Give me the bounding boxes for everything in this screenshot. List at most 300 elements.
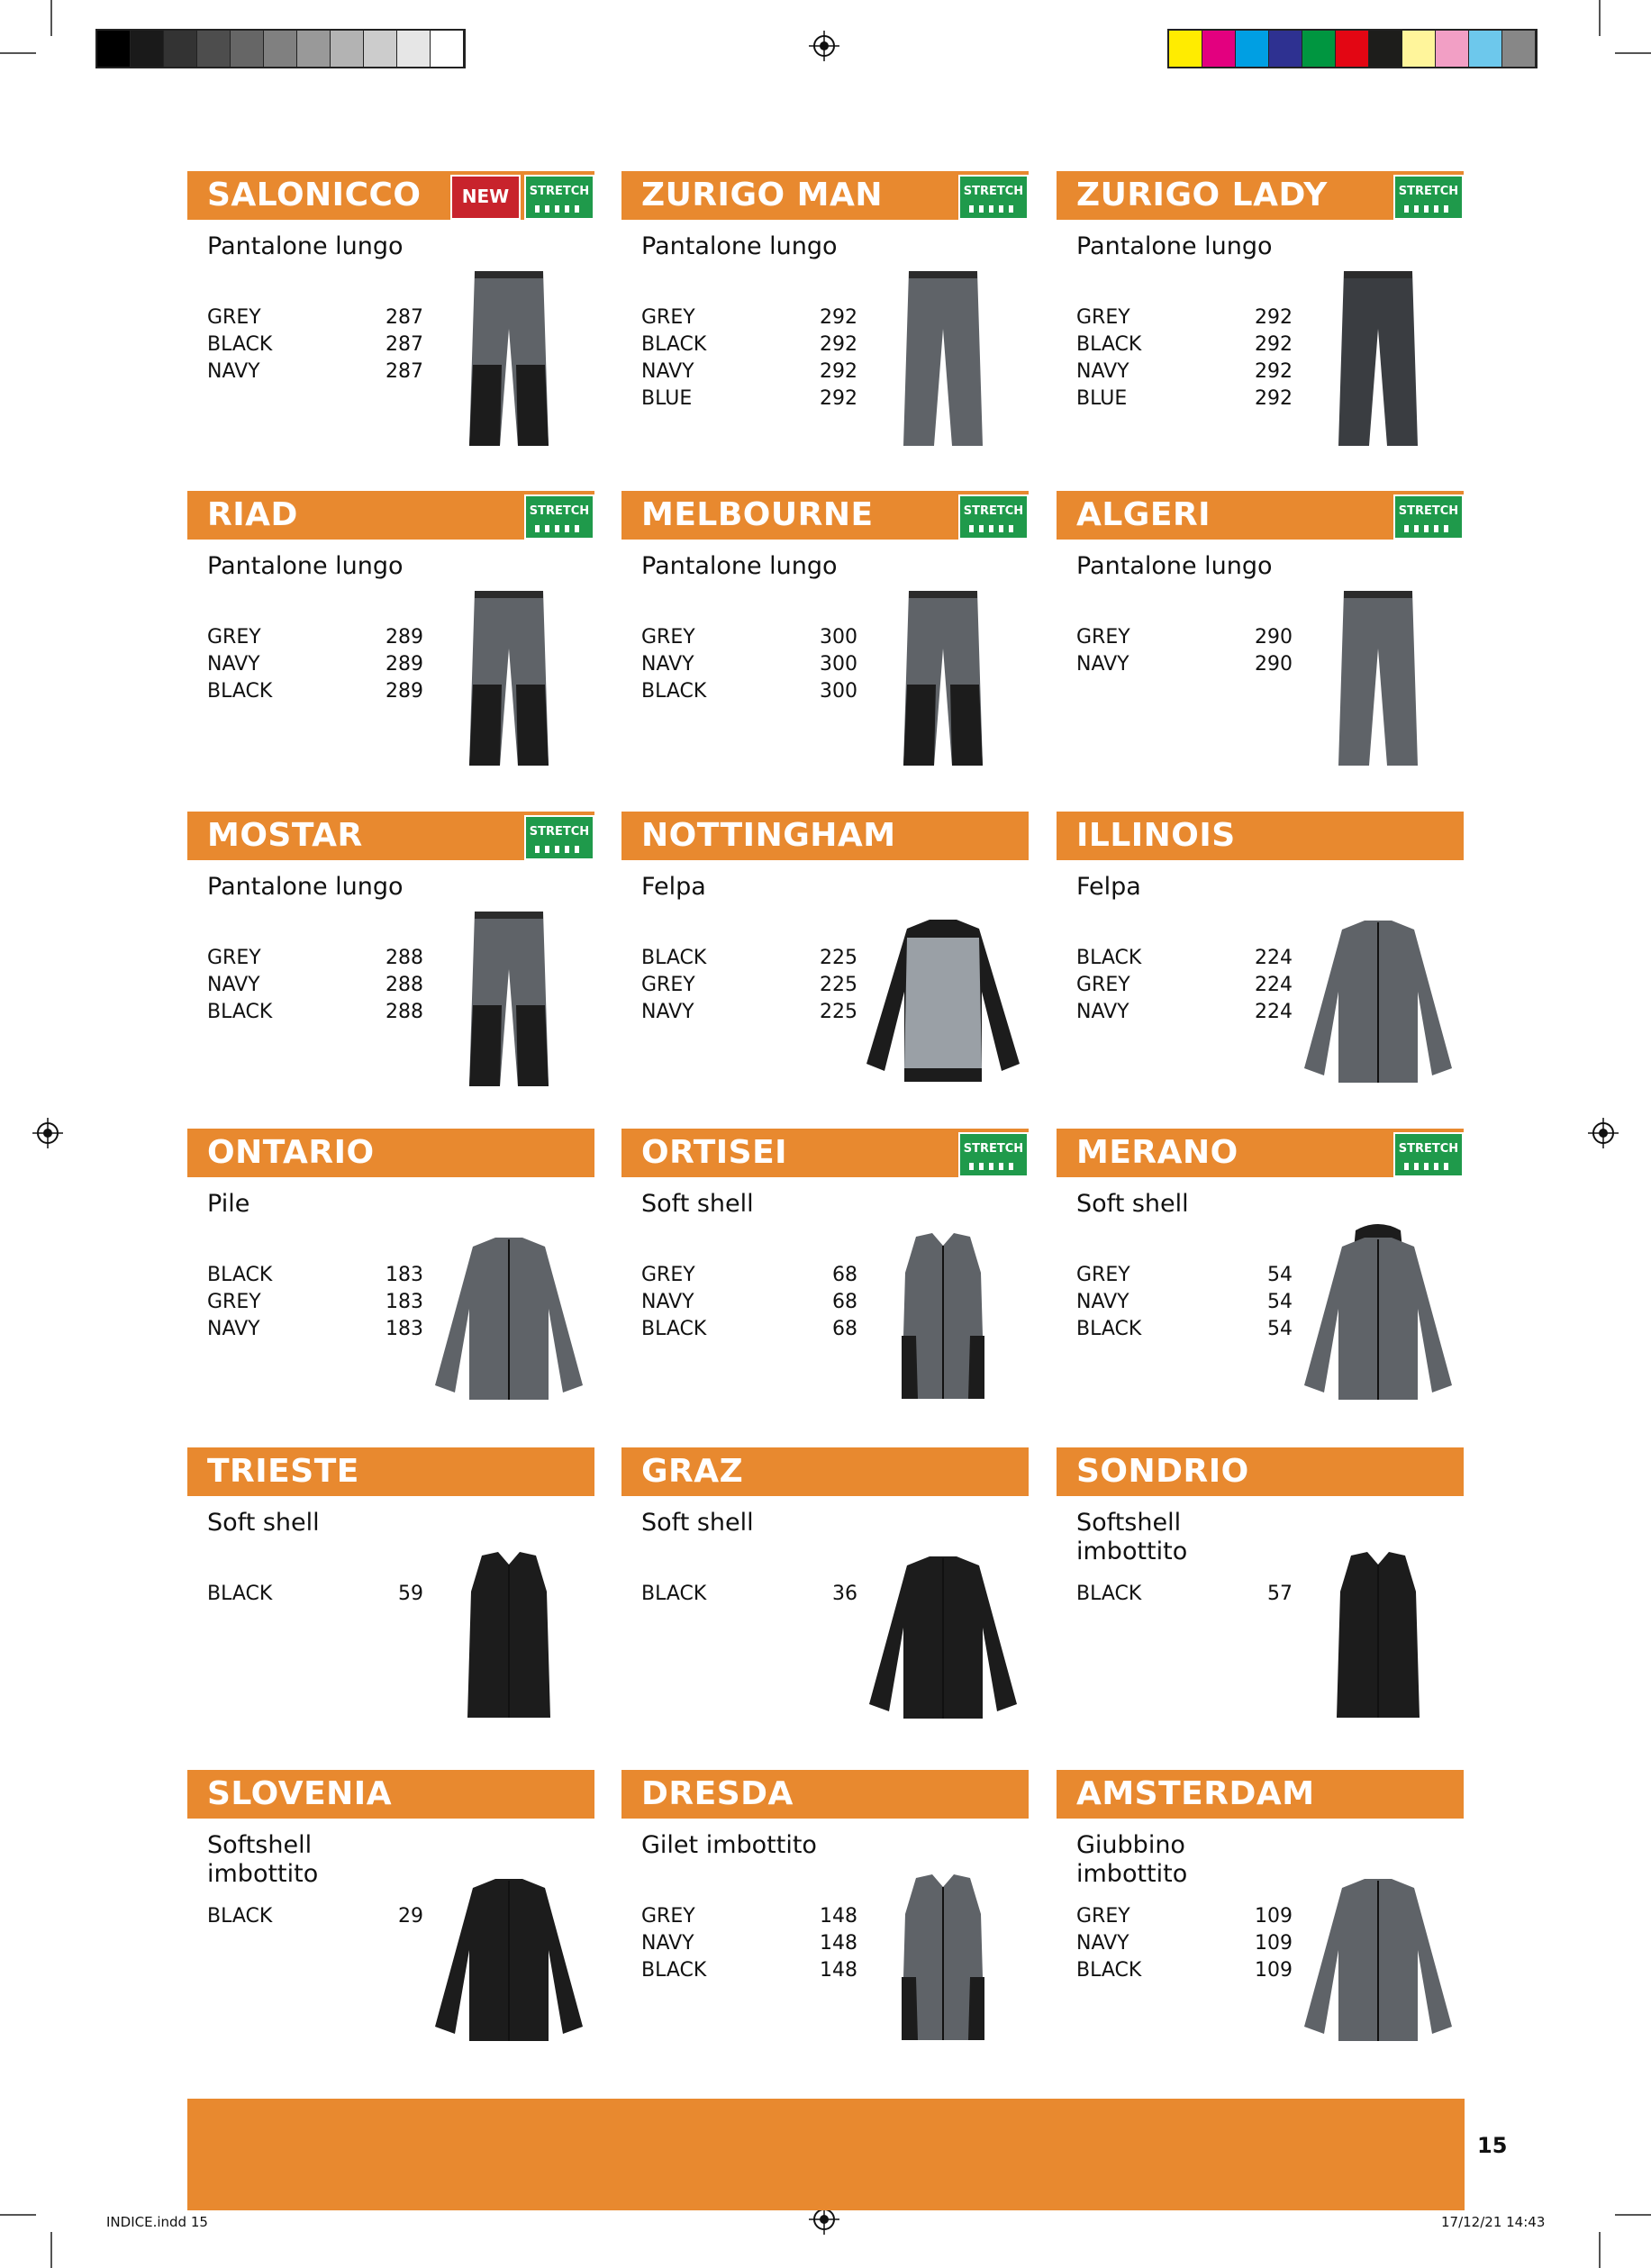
color-swatch xyxy=(297,31,331,67)
color-code: 29 xyxy=(398,1905,423,1928)
color-name: BLACK xyxy=(207,333,273,356)
footer-orange-bar xyxy=(187,2099,1465,2210)
product-type: Soft shell xyxy=(1076,1190,1189,1218)
color-row xyxy=(207,945,423,972)
color-code: 148 xyxy=(820,1905,857,1928)
color-row xyxy=(1076,304,1293,331)
color-code: 148 xyxy=(820,1959,857,1982)
color-row xyxy=(207,972,423,999)
color-name: NAVY xyxy=(207,974,260,996)
stretch-badge-label: STRETCH xyxy=(1398,1142,1459,1156)
color-swatch xyxy=(131,31,164,67)
color-row xyxy=(1076,386,1293,413)
color-row xyxy=(641,945,857,972)
color-code: 289 xyxy=(386,653,423,676)
page-number: 15 xyxy=(1477,2133,1508,2158)
color-name: BLACK xyxy=(207,1905,273,1928)
registration-mark-icon xyxy=(1588,1118,1619,1148)
product-image xyxy=(423,1219,594,1417)
product-image xyxy=(423,581,594,779)
product-type: Pantalone lungo xyxy=(207,873,404,901)
color-row xyxy=(207,331,423,358)
color-row xyxy=(1076,1316,1293,1343)
product-image xyxy=(1293,261,1464,459)
product-header-bar xyxy=(1057,1770,1464,1819)
color-name: NAVY xyxy=(207,360,260,383)
color-code: 300 xyxy=(820,653,857,676)
crop-mark xyxy=(1615,52,1651,54)
product-image xyxy=(423,1860,594,2058)
color-row xyxy=(641,972,857,999)
color-name: BLACK xyxy=(641,1959,707,1982)
product-image xyxy=(857,1219,1029,1417)
color-name: NAVY xyxy=(641,360,694,383)
product-card xyxy=(187,1129,594,1435)
crop-mark xyxy=(1599,2232,1601,2268)
color-code: 292 xyxy=(820,387,857,410)
color-row xyxy=(1076,945,1293,972)
color-code: 225 xyxy=(820,974,857,996)
color-swatch xyxy=(397,31,431,67)
product-type: Soft shell xyxy=(207,1509,320,1537)
color-row xyxy=(207,651,423,678)
color-swatch xyxy=(231,31,264,67)
crop-mark xyxy=(1599,0,1601,36)
color-quantity-list xyxy=(207,1262,423,1343)
product-header-bar xyxy=(1057,812,1464,860)
color-code: 57 xyxy=(1267,1583,1293,1605)
color-code: 148 xyxy=(820,1932,857,1955)
color-row xyxy=(641,651,857,678)
color-code: 183 xyxy=(386,1264,423,1286)
color-row xyxy=(1076,1957,1293,1984)
product-header-bar xyxy=(621,171,1029,220)
color-name: BLACK xyxy=(1076,947,1142,969)
product-header-bar xyxy=(187,1447,594,1496)
stretch-ruler-icon xyxy=(969,525,1018,532)
product-image xyxy=(857,261,1029,459)
crop-mark xyxy=(0,52,36,54)
color-code: 225 xyxy=(820,947,857,969)
color-quantity-list xyxy=(1076,1903,1293,1984)
product-name: SLOVENIA xyxy=(207,1775,393,1812)
color-swatch xyxy=(331,31,364,67)
color-swatch xyxy=(1369,31,1402,67)
color-row xyxy=(207,624,423,651)
stretch-badge xyxy=(958,175,1029,220)
color-code: 290 xyxy=(1255,626,1293,649)
color-row xyxy=(641,1957,857,1984)
stretch-badge-label: STRETCH xyxy=(963,504,1024,518)
color-quantity-list xyxy=(1076,304,1293,413)
stretch-ruler-icon xyxy=(1404,525,1453,532)
color-code: 292 xyxy=(820,333,857,356)
stretch-ruler-icon xyxy=(969,205,1018,213)
product-image xyxy=(1293,1219,1464,1417)
product-name: MERANO xyxy=(1076,1134,1238,1171)
stretch-badge xyxy=(524,815,594,860)
color-row xyxy=(1076,972,1293,999)
color-quantity-list xyxy=(207,1581,423,1608)
product-type: Soft shell xyxy=(641,1190,754,1218)
product-type: Softshell imbottito xyxy=(1076,1509,1188,1565)
stretch-badge xyxy=(958,1132,1029,1177)
product-header-bar xyxy=(187,491,594,540)
color-quantity-list xyxy=(207,945,423,1026)
color-row xyxy=(641,386,857,413)
stretch-badge-label: STRETCH xyxy=(963,185,1024,198)
product-name: ONTARIO xyxy=(207,1134,375,1171)
color-name: NAVY xyxy=(641,653,694,676)
color-code: 288 xyxy=(386,1001,423,1023)
product-name: AMSTERDAM xyxy=(1076,1775,1315,1812)
product-type: Pile xyxy=(207,1190,250,1218)
product-name: SONDRIO xyxy=(1076,1453,1249,1490)
product-image xyxy=(423,902,594,1100)
color-swatch xyxy=(1269,31,1302,67)
product-name: ALGERI xyxy=(1076,496,1211,533)
product-name: NOTTINGHAM xyxy=(641,817,896,854)
product-card xyxy=(1057,491,1464,797)
color-row xyxy=(1076,1903,1293,1930)
color-quantity-list xyxy=(641,1262,857,1343)
color-row xyxy=(207,1289,423,1316)
color-name: NAVY xyxy=(207,653,260,676)
color-swatch xyxy=(1402,31,1436,67)
product-image xyxy=(857,1538,1029,1736)
product-type: Pantalone lungo xyxy=(1076,232,1273,260)
color-name: GREY xyxy=(641,626,695,649)
product-image xyxy=(857,581,1029,779)
color-name: BLACK xyxy=(1076,1318,1142,1340)
color-row xyxy=(641,678,857,705)
color-quantity-list xyxy=(207,624,423,705)
color-swatch xyxy=(1202,31,1236,67)
stretch-badge xyxy=(958,494,1029,540)
color-row xyxy=(1076,1930,1293,1957)
product-name: ZURIGO LADY xyxy=(1076,177,1328,213)
color-code: 292 xyxy=(1255,333,1293,356)
color-quantity-list xyxy=(1076,624,1293,678)
stretch-badge xyxy=(524,494,594,540)
color-quantity-list xyxy=(1076,945,1293,1026)
color-code: 287 xyxy=(386,360,423,383)
crop-mark xyxy=(0,2214,36,2216)
product-header-bar xyxy=(1057,1129,1464,1177)
stretch-badge-label: STRETCH xyxy=(529,825,590,839)
gray-color-bar xyxy=(95,29,466,68)
stretch-badge-label: STRETCH xyxy=(529,504,590,518)
product-card xyxy=(621,491,1029,797)
color-code: 59 xyxy=(398,1583,423,1605)
color-name: BLACK xyxy=(207,1001,273,1023)
color-name: GREY xyxy=(641,1905,695,1928)
color-row xyxy=(641,1262,857,1289)
new-badge: NEW xyxy=(450,175,521,220)
color-name: GREY xyxy=(641,1264,695,1286)
product-card xyxy=(621,1447,1029,1754)
crop-mark xyxy=(50,0,52,36)
color-name: BLACK xyxy=(1076,333,1142,356)
color-swatch xyxy=(1302,31,1336,67)
color-row xyxy=(207,999,423,1026)
color-name: NAVY xyxy=(1076,1291,1129,1313)
color-name: BLACK xyxy=(1076,1959,1142,1982)
color-code: 287 xyxy=(386,306,423,329)
color-row xyxy=(641,1581,857,1608)
product-type: Soft shell xyxy=(641,1509,754,1537)
stretch-ruler-icon xyxy=(1404,205,1453,213)
color-code: 109 xyxy=(1255,1959,1293,1982)
color-code: 109 xyxy=(1255,1905,1293,1928)
product-type: Softshell imbottito xyxy=(207,1831,319,1888)
color-code: 224 xyxy=(1255,1001,1293,1023)
color-quantity-list xyxy=(641,945,857,1026)
color-code: 300 xyxy=(820,680,857,703)
product-type: Pantalone lungo xyxy=(207,232,404,260)
color-name: NAVY xyxy=(207,1318,260,1340)
color-row xyxy=(1076,331,1293,358)
color-quantity-list xyxy=(207,304,423,386)
color-code: 292 xyxy=(1255,306,1293,329)
product-name: SALONICCO xyxy=(207,177,422,213)
product-header-bar xyxy=(1057,491,1464,540)
color-name: NAVY xyxy=(1076,653,1129,676)
stretch-badge xyxy=(1393,494,1464,540)
product-image xyxy=(1293,902,1464,1100)
product-name: ORTISEI xyxy=(641,1134,788,1171)
stretch-ruler-icon xyxy=(535,525,584,532)
color-name: GREY xyxy=(1076,1264,1130,1286)
color-row xyxy=(641,358,857,386)
product-header-bar xyxy=(1057,171,1464,220)
color-swatch xyxy=(264,31,297,67)
color-row xyxy=(1076,358,1293,386)
color-swatch xyxy=(164,31,197,67)
color-name: NAVY xyxy=(1076,1001,1129,1023)
color-name: BLACK xyxy=(641,333,707,356)
color-row xyxy=(207,1903,423,1930)
color-name: BLACK xyxy=(641,680,707,703)
stretch-badge xyxy=(1393,1132,1464,1177)
color-quantity-list xyxy=(641,1581,857,1608)
color-swatch xyxy=(1469,31,1502,67)
product-type: Pantalone lungo xyxy=(641,552,838,580)
color-code: 289 xyxy=(386,680,423,703)
color-row xyxy=(207,1316,423,1343)
color-code: 287 xyxy=(386,333,423,356)
product-card xyxy=(1057,1770,1464,2076)
color-row xyxy=(641,304,857,331)
product-card xyxy=(187,171,594,477)
product-card xyxy=(187,1770,594,2076)
stretch-badge-label: STRETCH xyxy=(529,185,590,198)
color-code: 68 xyxy=(832,1264,857,1286)
color-swatch xyxy=(364,31,397,67)
product-header-bar xyxy=(621,1447,1029,1496)
product-card xyxy=(187,1447,594,1754)
product-name: ILLINOIS xyxy=(1076,817,1236,854)
color-code: 54 xyxy=(1267,1264,1293,1286)
color-swatch xyxy=(1336,31,1369,67)
product-header-bar xyxy=(187,812,594,860)
color-name: BLACK xyxy=(641,1318,707,1340)
stretch-badge xyxy=(1393,175,1464,220)
color-name: NAVY xyxy=(1076,1932,1129,1955)
color-swatch xyxy=(197,31,231,67)
product-image xyxy=(857,902,1029,1100)
slug-file: INDICE.indd 15 xyxy=(106,2214,208,2230)
product-card xyxy=(1057,1447,1464,1754)
product-header-bar xyxy=(621,1129,1029,1177)
color-name: GREY xyxy=(1076,1905,1130,1928)
product-name: MELBOURNE xyxy=(641,496,874,533)
color-code: 292 xyxy=(820,306,857,329)
color-row xyxy=(207,1262,423,1289)
color-row xyxy=(1076,999,1293,1026)
color-code: 292 xyxy=(1255,360,1293,383)
color-swatch xyxy=(431,31,464,67)
color-code: 54 xyxy=(1267,1291,1293,1313)
product-name: RIAD xyxy=(207,496,298,533)
color-row xyxy=(641,1289,857,1316)
product-card xyxy=(1057,1129,1464,1435)
color-quantity-list xyxy=(207,1903,423,1930)
color-code: 292 xyxy=(1255,387,1293,410)
color-name: BLACK xyxy=(207,1264,273,1286)
registration-mark-icon xyxy=(809,31,839,61)
product-image xyxy=(1293,581,1464,779)
color-code: 288 xyxy=(386,947,423,969)
color-code: 288 xyxy=(386,974,423,996)
color-quantity-list xyxy=(641,1903,857,1984)
color-name: GREY xyxy=(207,306,261,329)
color-name: NAVY xyxy=(641,1932,694,1955)
product-header-bar xyxy=(621,812,1029,860)
product-name: TRIESTE xyxy=(207,1453,359,1490)
color-row xyxy=(207,678,423,705)
color-quantity-list xyxy=(641,624,857,705)
color-row xyxy=(1076,624,1293,651)
color-code: 290 xyxy=(1255,653,1293,676)
color-name: NAVY xyxy=(1076,360,1129,383)
product-header-bar xyxy=(1057,1447,1464,1496)
color-name: GREY xyxy=(207,1291,261,1313)
color-row xyxy=(641,1903,857,1930)
color-code: 183 xyxy=(386,1318,423,1340)
color-quantity-list xyxy=(641,304,857,413)
color-name: GREY xyxy=(1076,974,1130,996)
color-code: 68 xyxy=(832,1318,857,1340)
color-code: 224 xyxy=(1255,947,1293,969)
color-row xyxy=(641,1316,857,1343)
product-type: Pantalone lungo xyxy=(641,232,838,260)
color-code: 109 xyxy=(1255,1932,1293,1955)
product-name: GRAZ xyxy=(641,1453,744,1490)
color-row xyxy=(641,999,857,1026)
color-row xyxy=(641,624,857,651)
color-code: 224 xyxy=(1255,974,1293,996)
product-type: Felpa xyxy=(1076,873,1141,901)
stretch-ruler-icon xyxy=(535,846,584,853)
color-name: GREY xyxy=(641,306,695,329)
product-image xyxy=(1293,1860,1464,2058)
color-row xyxy=(641,331,857,358)
color-swatch xyxy=(1169,31,1202,67)
color-row xyxy=(1076,1262,1293,1289)
product-name: DRESDA xyxy=(641,1775,794,1812)
color-name: GREY xyxy=(207,947,261,969)
color-code: 225 xyxy=(820,1001,857,1023)
color-code: 36 xyxy=(832,1583,857,1605)
stretch-badge-label: STRETCH xyxy=(963,1142,1024,1156)
color-name: BLACK xyxy=(1076,1583,1142,1605)
color-name: BLUE xyxy=(641,387,693,410)
color-row xyxy=(207,358,423,386)
color-code: 68 xyxy=(832,1291,857,1313)
product-header-bar xyxy=(187,171,594,220)
color-row xyxy=(1076,1581,1293,1608)
color-code: 54 xyxy=(1267,1318,1293,1340)
color-swatch xyxy=(1436,31,1469,67)
color-name: GREY xyxy=(207,626,261,649)
product-card xyxy=(621,1770,1029,2076)
product-card xyxy=(621,171,1029,477)
slug-date: 17/12/21 14:43 xyxy=(1441,2214,1546,2230)
color-code: 289 xyxy=(386,626,423,649)
product-card xyxy=(187,491,594,797)
product-type: Felpa xyxy=(641,873,706,901)
color-row xyxy=(1076,651,1293,678)
product-name: ZURIGO MAN xyxy=(641,177,883,213)
color-name: BLACK xyxy=(207,680,273,703)
product-header-bar xyxy=(187,1770,594,1819)
color-name: NAVY xyxy=(641,1291,694,1313)
product-name: MOSTAR xyxy=(207,817,363,854)
stretch-ruler-icon xyxy=(1404,1163,1453,1170)
color-code: 183 xyxy=(386,1291,423,1313)
color-swatch xyxy=(1502,31,1536,67)
stretch-badge xyxy=(524,175,594,220)
color-name: BLACK xyxy=(641,1583,707,1605)
product-type: Pantalone lungo xyxy=(1076,552,1273,580)
color-name: BLUE xyxy=(1076,387,1128,410)
color-row xyxy=(207,304,423,331)
stretch-ruler-icon xyxy=(969,1163,1018,1170)
product-header-bar xyxy=(621,1770,1029,1819)
crop-mark xyxy=(1615,2214,1651,2216)
color-quantity-list xyxy=(1076,1581,1293,1608)
stretch-ruler-icon xyxy=(535,205,584,213)
stretch-badge-label: STRETCH xyxy=(1398,185,1459,198)
stretch-badge-label: STRETCH xyxy=(1398,504,1459,518)
color-code: 300 xyxy=(820,626,857,649)
product-header-bar xyxy=(621,491,1029,540)
color-name: BLACK xyxy=(207,1583,273,1605)
color-swatch xyxy=(1236,31,1269,67)
crop-mark xyxy=(50,2232,52,2268)
product-type: Giubbino imbottito xyxy=(1076,1831,1188,1888)
color-name: GREY xyxy=(1076,306,1130,329)
product-image xyxy=(857,1860,1029,2058)
product-type: Pantalone lungo xyxy=(207,552,404,580)
color-row xyxy=(641,1930,857,1957)
color-swatch xyxy=(97,31,131,67)
color-name: GREY xyxy=(1076,626,1130,649)
product-image xyxy=(423,1538,594,1736)
product-card xyxy=(621,812,1029,1118)
product-type: Gilet imbottito xyxy=(641,1831,817,1859)
